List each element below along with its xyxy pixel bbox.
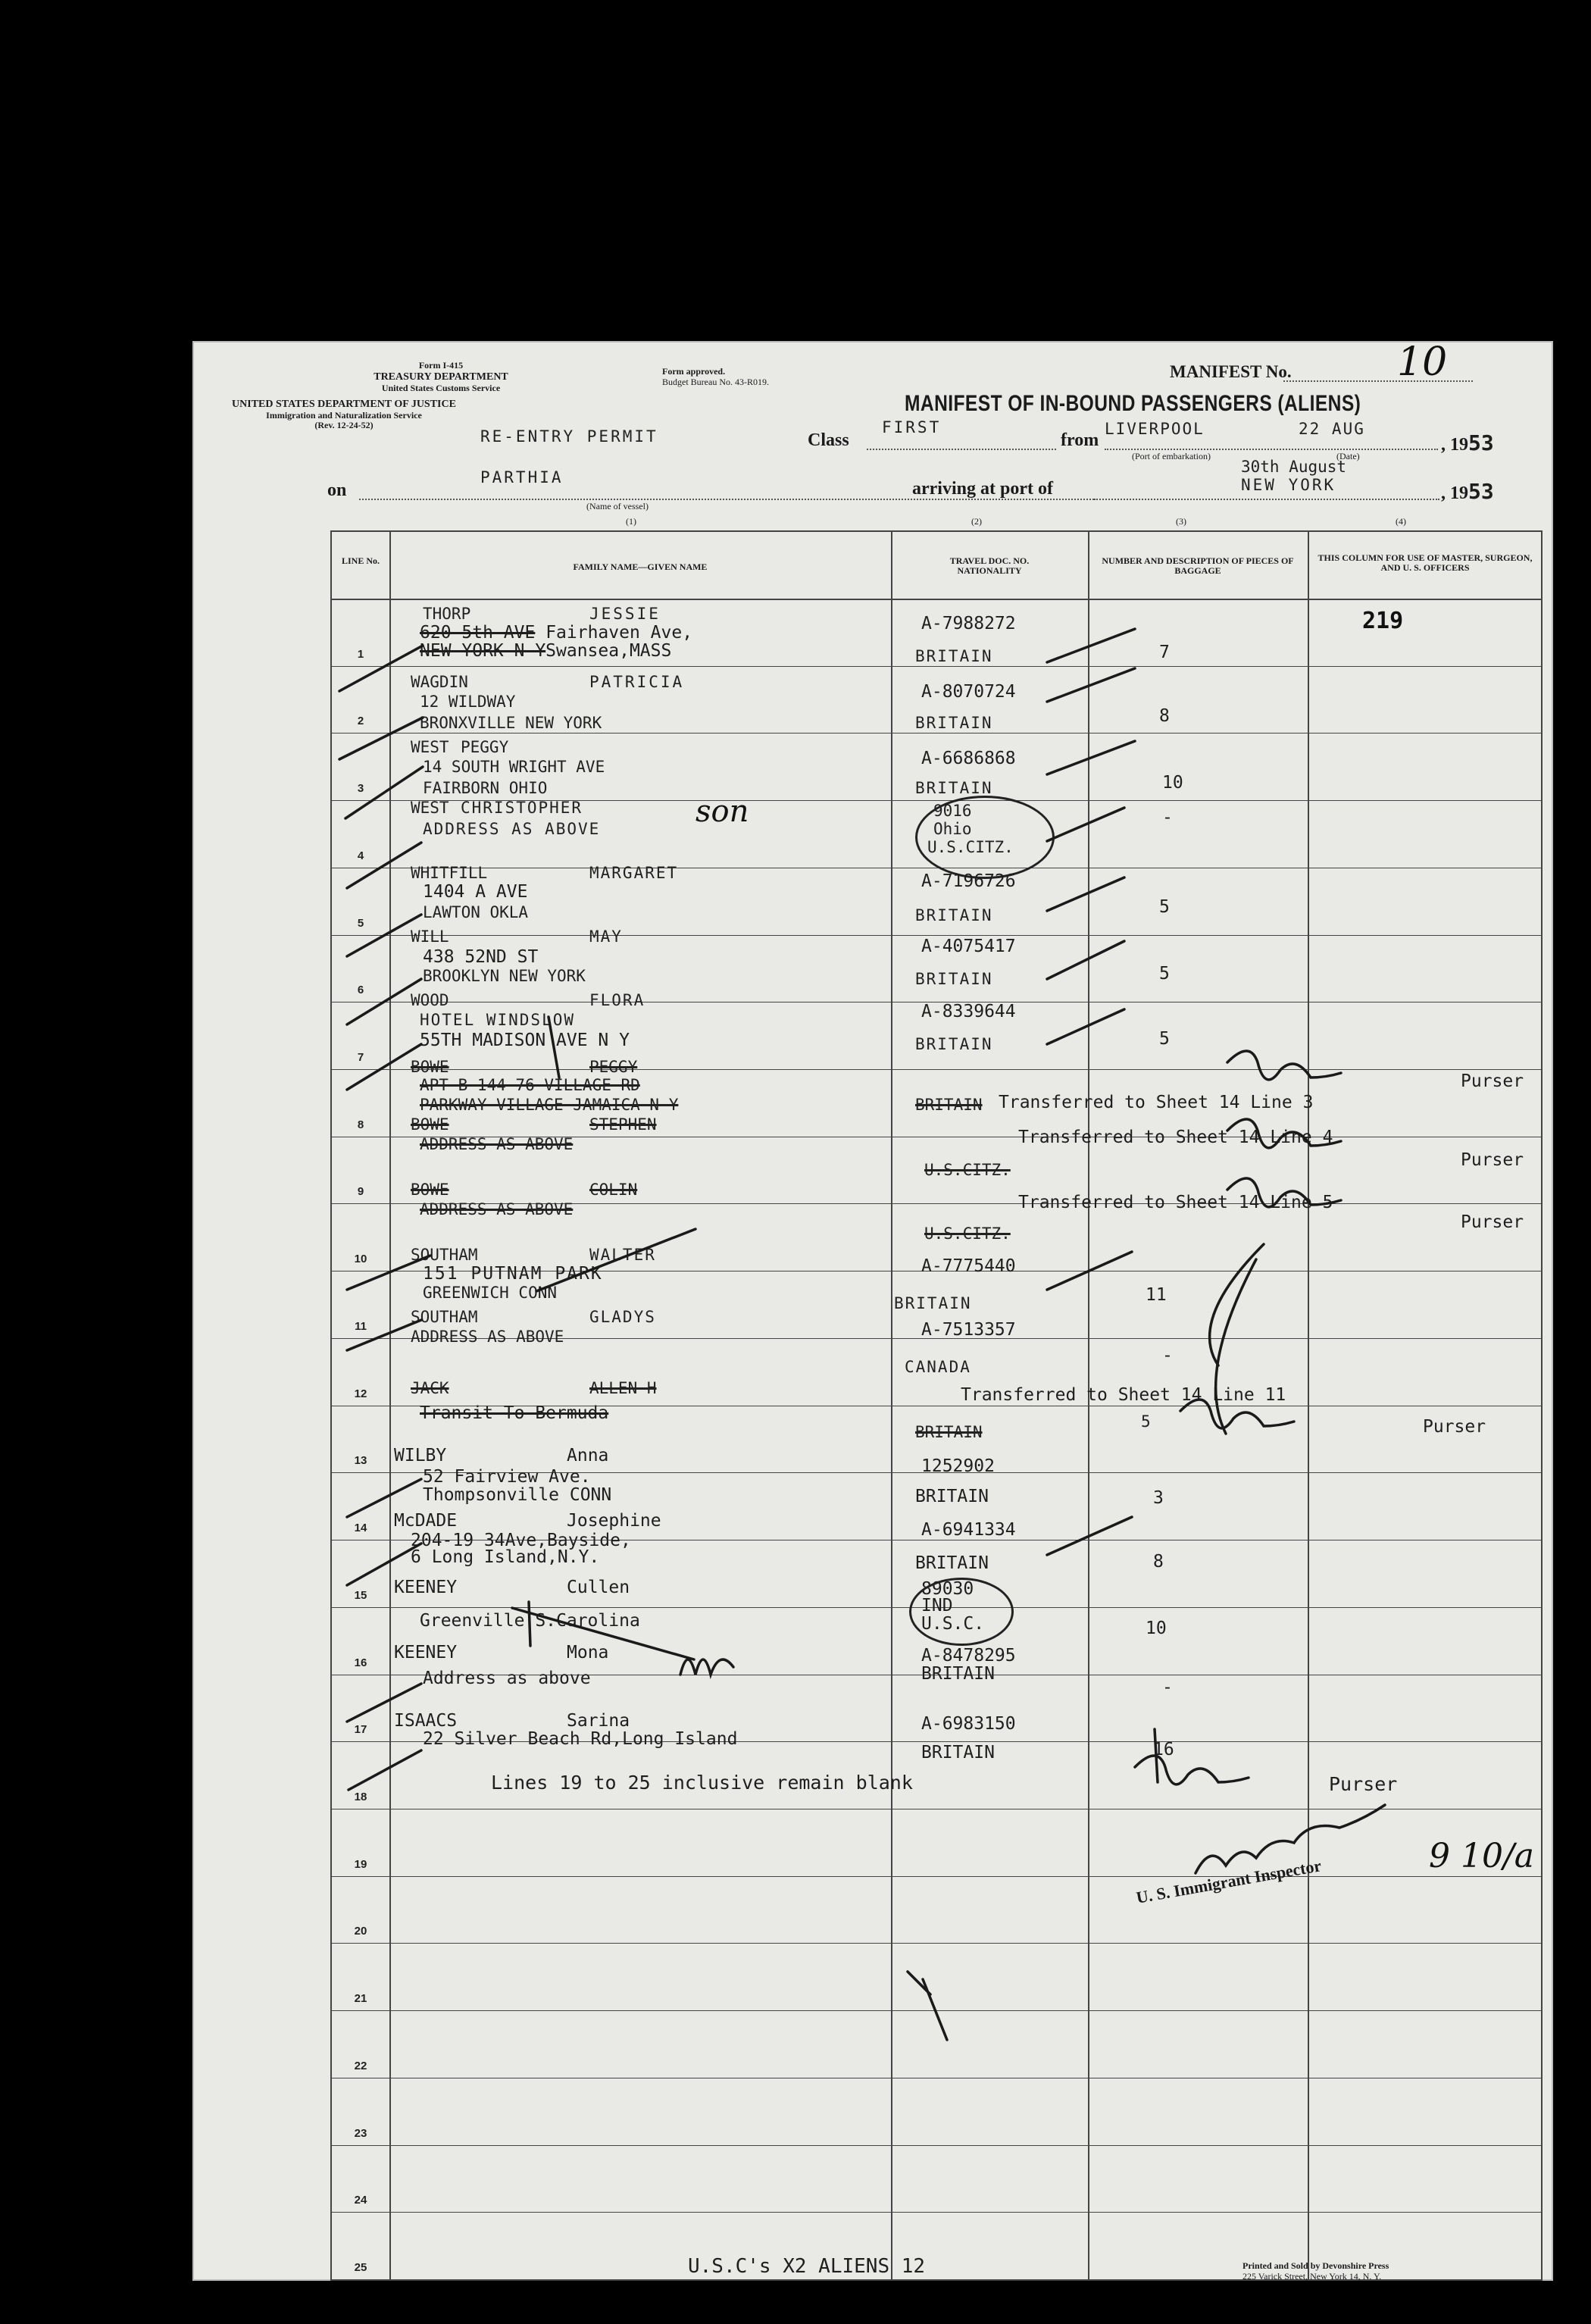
row1-addr2: Swansea,MASS: [545, 641, 672, 661]
line-number: 9: [357, 1185, 364, 1199]
arrival-date: 30th August: [1241, 458, 1347, 476]
row1-nationality: BRITAIN: [915, 647, 993, 665]
row4-addr1: ADDRESS AS ABOVE: [423, 820, 601, 838]
row13-given: ALLEN H: [589, 1379, 657, 1397]
row11-family: SOUTHAM: [411, 1246, 478, 1264]
row14-bags: 3: [1153, 1488, 1164, 1508]
port-caption: (Port of embarkation): [1132, 451, 1211, 461]
row11-addr2: GREENWICH CONN: [423, 1284, 558, 1302]
line-number: 13: [354, 1454, 367, 1468]
col-header-line-no: LINE No.: [341, 555, 380, 566]
year-prefix-2: , 19: [1441, 483, 1468, 503]
footer-totals: U.S.C's X2 ALIENS 12: [688, 2255, 926, 2278]
line-number: 7: [357, 1051, 364, 1065]
row7-addr1: HOTEL WINDSLOW: [420, 1011, 576, 1029]
row5-bags: 5: [1159, 897, 1170, 917]
row8-nationality: BRITAIN: [915, 1096, 983, 1114]
passenger-table: [330, 530, 1543, 2281]
row15-addr2: 6 Long Island,N.Y.: [411, 1547, 600, 1567]
row2-addr1: 12 WILDWAY: [420, 693, 516, 711]
col-header-travel-doc: TRAVEL DOC. NO. NATIONALITY: [949, 555, 1030, 576]
blank-lines-purser: Purser: [1329, 1773, 1398, 1795]
row11-addr1: 151 PUTNAM PARK: [423, 1264, 603, 1284]
col-header-officers: THIS COLUMN FOR USE OF MASTER, SURGEON, AND U. S. OFFICERS: [1317, 552, 1533, 573]
row2-given: PATRICIA: [589, 673, 685, 691]
handwritten-marks: [332, 532, 1541, 2279]
row9-addr1: ADDRESS AS ABOVE: [420, 1135, 574, 1153]
col-header-baggage: NUMBER AND DESCRIPTION OF PIECES OF BAGGAGE: [1102, 555, 1294, 576]
printer-name: Printed and Sold by Devonshire Press: [1242, 2260, 1389, 2271]
row12-family: SOUTHAM: [411, 1308, 478, 1326]
row8-given: PEGGY: [589, 1058, 638, 1076]
row4-doc-line3: U.S.CITZ.: [927, 838, 1014, 856]
row6-bags: 5: [1159, 964, 1170, 984]
row10-nationality: U.S.CITZ.: [924, 1225, 1011, 1243]
row13-transfer-note: Transferred to Sheet 14 Line 11: [961, 1385, 1286, 1405]
col-num-3: (3): [1176, 516, 1186, 527]
line-number: 23: [354, 2126, 367, 2140]
row15-addr1: 204-19 34Ave,Bayside,: [411, 1531, 631, 1550]
row5-nationality: BRITAIN: [915, 906, 993, 924]
row14-nationality: BRITAIN: [915, 1487, 989, 1506]
row1-addr1-struck: 620 5th AVE: [420, 623, 536, 643]
row18-bags: 16: [1153, 1740, 1174, 1759]
row13-family: JACK: [411, 1379, 449, 1397]
row10-purser: Purser: [1461, 1212, 1524, 1232]
row16-doc-line2: IND: [921, 1596, 953, 1616]
embarkation-port: LIVERPOOL: [1105, 420, 1205, 438]
line-number: 11: [355, 1319, 367, 1333]
row7-doc: A-8339644: [921, 1002, 1016, 1021]
row15-doc: A-6941334: [921, 1520, 1016, 1540]
manifest-number: 10: [1397, 339, 1448, 385]
row13-bags: 5: [1141, 1412, 1151, 1431]
row12-bags: -: [1162, 1346, 1173, 1365]
row10-transfer-note: Transferred to Sheet 14 Line 5: [1018, 1193, 1333, 1212]
line-number: 14: [354, 1522, 367, 1535]
ins-caption: Immigration and Naturalization Service: [266, 410, 422, 421]
row14-addr2: Thompsonville CONN: [423, 1485, 612, 1505]
row13-purser: Purser: [1423, 1417, 1486, 1437]
row14-given: Anna: [567, 1446, 609, 1465]
row15-family: McDADE: [394, 1511, 458, 1531]
row4-handwritten-note: son: [695, 794, 749, 829]
blank-lines-note: Lines 19 to 25 inclusive remain blank: [491, 1772, 913, 1794]
vessel-caption: (Name of vessel): [586, 501, 649, 511]
row9-transfer-note: Transferred to Sheet 14 Line 4: [1018, 1128, 1333, 1147]
department-of-justice: UNITED STATES DEPARTMENT OF JUSTICE: [232, 399, 456, 410]
row8-addr2: PARKWAY VILLAGE JAMAICA N Y: [420, 1096, 679, 1114]
line-number: 3: [357, 782, 364, 796]
row9-purser: Purser: [1461, 1150, 1524, 1170]
row4-doc-line1: 9016: [933, 802, 972, 820]
row7-nationality: BRITAIN: [915, 1035, 993, 1053]
line-number: 12: [354, 1387, 367, 1400]
row1-given: JESSIE: [589, 605, 661, 623]
row18-addr1: 22 Silver Beach Rd,Long Island: [423, 1729, 738, 1749]
row2-addr2: BRONXVILLE NEW YORK: [420, 714, 602, 732]
reentry-permit-stamp: RE-ENTRY PERMIT: [480, 427, 658, 446]
row2-doc: A-8070724: [921, 682, 1016, 702]
col-header-name: FAMILY NAME—GIVEN NAME: [573, 561, 708, 572]
row3-given: PEGGY: [461, 738, 509, 756]
line-number: 2: [357, 715, 364, 728]
year-2: 53: [1468, 479, 1494, 504]
row9-family: BOWE: [411, 1115, 449, 1134]
row16-family: KEENEY: [394, 1578, 458, 1597]
budget-bureau: Budget Bureau No. 43-R019.: [662, 377, 769, 387]
row3-addr1: 14 SOUTH WRIGHT AVE: [423, 758, 605, 776]
embarkation-date: 22 AUG: [1299, 420, 1365, 438]
arriving-label: arriving at port of: [912, 479, 1053, 499]
row15-given: Josephine: [567, 1511, 661, 1531]
line-number: 20: [354, 1925, 367, 1938]
row9-given: STEPHEN: [589, 1115, 657, 1134]
line-number: 4: [357, 849, 364, 862]
col-num-2: (2): [971, 516, 982, 527]
row3-nationality: BRITAIN: [915, 779, 993, 797]
inspector-fraction: 9 10/a: [1429, 1837, 1535, 1875]
line-number: 18: [354, 1790, 367, 1803]
row17-addr1: Address as above: [423, 1669, 591, 1688]
row17-nationality: BRITAIN: [921, 1664, 995, 1684]
col-num-1: (1): [626, 516, 636, 527]
row1-family: THORP: [423, 605, 471, 623]
row10-addr1: ADDRESS AS ABOVE: [420, 1200, 574, 1218]
row5-addr2: LAWTON OKLA: [423, 903, 529, 921]
row5-family: WHITFILL: [411, 864, 488, 882]
class-label: Class: [808, 430, 849, 450]
row13-addr1: Transit To Bermuda: [420, 1403, 609, 1423]
row18-doc: A-6983150: [921, 1714, 1016, 1734]
row17-given: Mona: [567, 1643, 609, 1662]
row8-purser: Purser: [1461, 1071, 1524, 1091]
row2-bags: 8: [1159, 706, 1170, 726]
row3-addr2: FAIRBORN OHIO: [423, 779, 548, 797]
line-number: 22: [354, 2059, 367, 2072]
row15-nationality: BRITAIN: [915, 1553, 989, 1573]
row16-doc-line3: U.S.C.: [921, 1614, 985, 1634]
row9-nationality: U.S.CITZ.: [924, 1161, 1011, 1179]
row17-bags: -: [1162, 1678, 1173, 1697]
row18-family: ISAACS: [394, 1711, 458, 1731]
row18-nationality: BRITAIN: [921, 1743, 995, 1763]
row16-addr1: Greenville S.Carolina: [420, 1611, 640, 1631]
row1-doc: A-7988272: [921, 614, 1016, 633]
row10-family: BOWE: [411, 1181, 449, 1199]
on-label: on: [327, 480, 347, 500]
row8-addr1: APT B 144-76 VILLAGE RD: [420, 1076, 640, 1094]
row11-bags: 11: [1146, 1285, 1167, 1305]
line-number: 16: [354, 1656, 367, 1669]
line-number: 24: [354, 2194, 367, 2207]
inspector-label: U. S. Immigrant Inspector: [1134, 1856, 1323, 1907]
officer-number: 219: [1362, 608, 1404, 634]
year-prefix: , 19: [1441, 435, 1468, 455]
row10-given: COLIN: [589, 1181, 638, 1199]
line-number: 5: [357, 916, 364, 930]
row3-bags: 10: [1162, 773, 1183, 793]
date-caption: (Date): [1336, 451, 1360, 461]
row14-doc: 1252902: [921, 1456, 995, 1476]
line-number: 8: [357, 1118, 364, 1131]
form-revision: (Rev. 12-24-52): [314, 420, 374, 430]
row12-given: GLADYS: [589, 1308, 656, 1326]
row18-given: Sarina: [567, 1711, 630, 1731]
vessel-name: PARTHIA: [480, 468, 564, 486]
row4-doc-line2: Ohio: [933, 820, 972, 838]
line-number: 17: [354, 1723, 367, 1737]
line-number: 1: [357, 647, 364, 661]
row12-doc: A-7513357: [921, 1320, 1016, 1340]
from-line: [1105, 449, 1438, 450]
row3-family: WEST: [411, 738, 449, 756]
from-label: from: [1061, 430, 1099, 450]
form-approved: Form approved.: [662, 366, 726, 377]
row8-family: BOWE: [411, 1058, 449, 1076]
line-number: 10: [354, 1253, 367, 1266]
row7-given: FLORA: [589, 991, 645, 1009]
row2-nationality: BRITAIN: [915, 714, 993, 732]
line-number: 25: [354, 2261, 367, 2274]
row7-bags: 5: [1159, 1029, 1170, 1049]
customs-service: United States Customs Service: [381, 383, 501, 393]
arrival-port-line: [1094, 499, 1439, 500]
row6-family: WILL: [411, 927, 449, 946]
row6-nationality: BRITAIN: [915, 970, 993, 988]
row6-doc: A-4075417: [921, 937, 1016, 956]
row16-given: Cullen: [567, 1578, 630, 1597]
row1-addr2-struck: NEW YORK N Y: [420, 641, 546, 661]
row16-doc-line1: 89030: [921, 1579, 974, 1599]
col-num-4: (4): [1396, 516, 1406, 527]
row6-addr2: BROOKLYN NEW YORK: [423, 967, 586, 985]
row5-addr1: 1404 A AVE: [423, 882, 528, 902]
row1-bags: 7: [1159, 643, 1170, 662]
row17-doc: A-8478295: [921, 1646, 1016, 1666]
row7-addr2: 55TH MADISON AVE N Y: [420, 1031, 630, 1050]
line-number: 19: [354, 1857, 367, 1871]
line-number: 6: [357, 984, 364, 997]
treasury-department: TREASURY DEPARTMENT: [374, 371, 508, 383]
row12-addr1: ADDRESS AS ABOVE: [411, 1328, 564, 1346]
row6-given: MAY: [589, 927, 623, 946]
manifest-sheet: [192, 341, 1553, 2281]
row12-nationality: CANADA: [905, 1358, 971, 1376]
row5-given: MARGARET: [589, 864, 679, 882]
row6-addr1: 438 52ND ST: [423, 947, 539, 967]
class-value: FIRST: [882, 418, 942, 436]
row8-transfer-note: Transferred to Sheet 14 Line 3: [999, 1093, 1314, 1112]
line-number: 15: [354, 1588, 367, 1602]
row1-addr1: Fairhaven Ave,: [545, 623, 693, 643]
row13-nationality: BRITAIN: [915, 1423, 983, 1441]
line-number: 21: [354, 1992, 367, 2006]
row2-family: WAGDIN: [411, 673, 468, 691]
manifest-label: MANIFEST No.: [1170, 362, 1292, 381]
row14-family: WILBY: [394, 1446, 447, 1465]
row7-family: WOOD: [411, 991, 449, 1009]
row15-bags: 8: [1153, 1552, 1164, 1572]
row11-given: WALTER: [589, 1246, 656, 1264]
year-1: 53: [1468, 430, 1494, 455]
printer-address: 225 Varick Street, New York 14, N. Y.: [1242, 2271, 1382, 2282]
row17-family: KEENEY: [394, 1643, 458, 1662]
row11-nationality: BRITAIN: [894, 1294, 972, 1312]
page-title: MANIFEST OF IN-BOUND PASSENGERS (ALIENS): [905, 391, 1361, 416]
row4-family: WEST: [411, 799, 449, 817]
row4-bags: -: [1162, 808, 1173, 827]
row14-addr1: 52 Fairview Ave.: [423, 1467, 591, 1487]
row11-doc: A-7775440: [921, 1256, 1016, 1276]
form-number: Form I-415: [418, 360, 464, 371]
arrival-port: NEW YORK: [1241, 476, 1336, 494]
class-line: [867, 449, 1056, 450]
row4-given: CHRISTOPHER: [461, 799, 583, 817]
row3-doc: A-6686868: [921, 749, 1016, 768]
row16-bags: 10: [1146, 1619, 1167, 1638]
row5-doc: A-7196726: [921, 871, 1016, 891]
